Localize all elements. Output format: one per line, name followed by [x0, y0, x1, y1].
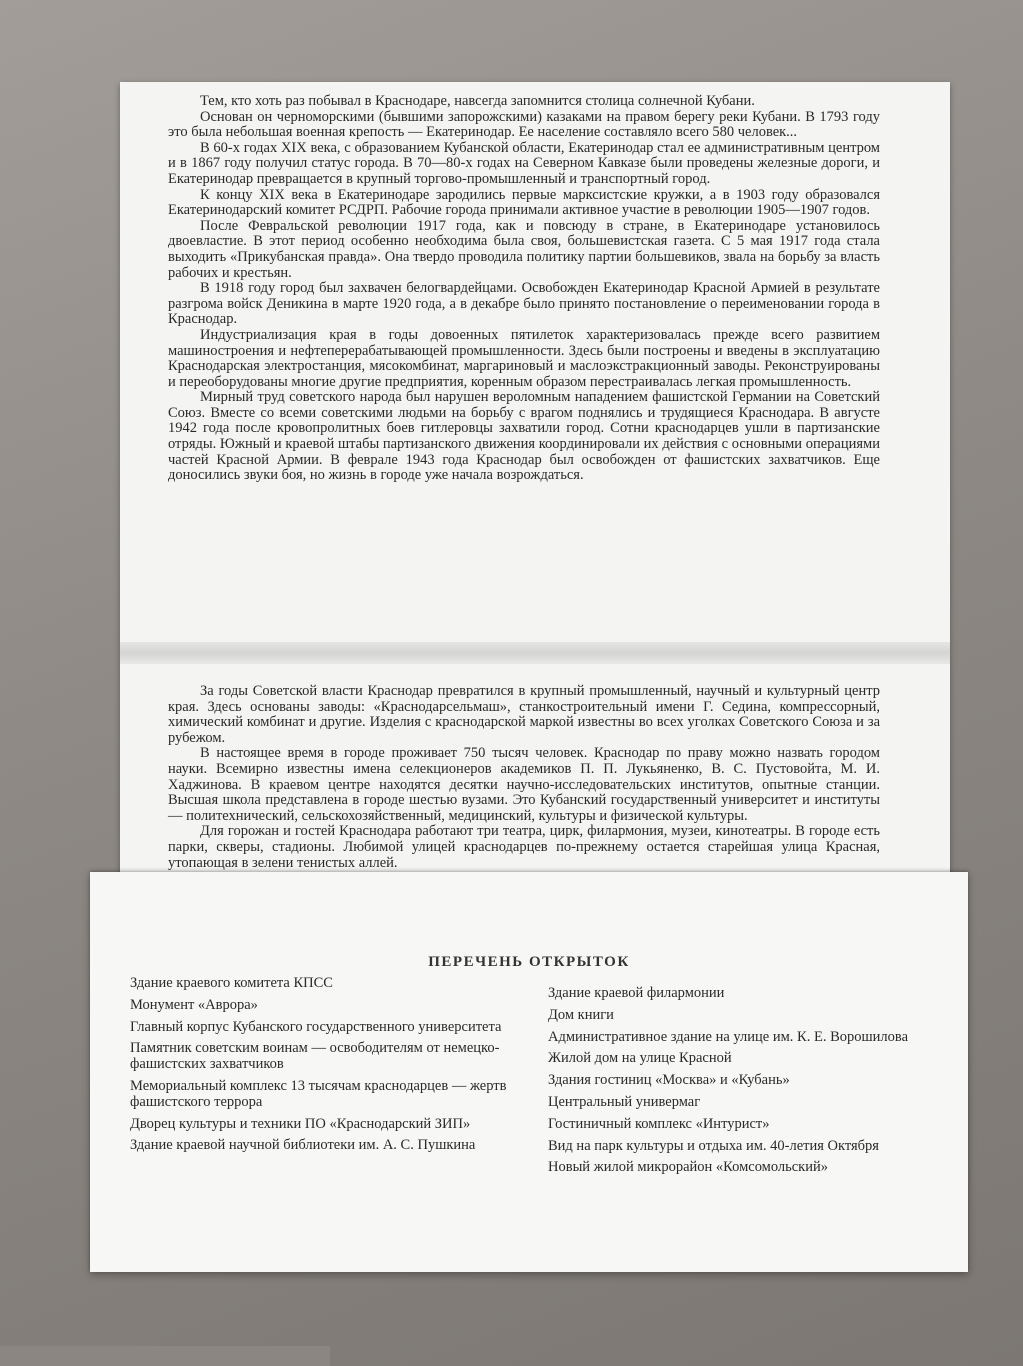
list-item: Здание краевого комитета КПСС	[130, 975, 333, 991]
history-text-bottom	[168, 684, 880, 871]
list-item: Монумент «Аврора»	[130, 996, 258, 1013]
list-item: Дворец культуры и техники ПО «Краснодарский ЗИП»	[130, 1115, 471, 1132]
list-item: Памятник советским воинам — освободителям от немецко-фашистских захватчиков	[130, 1040, 500, 1073]
paragraph: В настоящее время в городе проживает 750 тысяч человек. Краснодар по праву можно назвать городом науки. Всемирно известны имена селекционеров академиков П. П. Лукьяненко, В. С. Пустовойта, М. И. Хаджинова. В краевом центре находятся десятки научно-исследовательских институтов, опытные станции. Высшая школа представлена в городе шестью вузами. Это Кубанский государственный университет и институты — политехнический, сельскохозяйственный, медицинский, культуры и физической культуры.	[168, 745, 880, 824]
list-item: Гостиничный комплекс «Интурист»	[548, 1115, 770, 1132]
paragraph: В 1918 году город был захвачен белогвардейцами. Освобожден Екатеринодар Красной Армией в результате разгрома войск Деникина в марте 1920 года, а в декабре было принято постановление о переименовании города в Краснодар.	[168, 280, 880, 328]
list-item: Здания гостиниц «Москва» и «Кубань»	[548, 1072, 790, 1089]
paragraph: Индустриализация края в годы довоенных пятилеток характеризовалась прежде всего развитием машиностроения и нефтеперерабатывающей промышленности. Здесь были построены и введены в эксплуатацию Краснодарская электростанция, мясокомбинат, маргариновый и маслоэкстракционный заводы. Реконструированы и переоборудованы многие другие предприятия, коренным образом перестраивалась легкая промышленность.	[168, 326, 880, 390]
paragraph: К концу XIX века в Екатеринодаре зародились первые марксистские кружки, а в 1903 году образовался Екатеринодарский комитет РСДРП. Рабочие города принимали активное участие в революции 1905—1907 годов.	[168, 186, 880, 219]
photo-edge-bar	[0, 1346, 330, 1366]
list-item: Здание краевой научной библиотеки им. А. С. Пушкина	[130, 1137, 476, 1154]
list-right-column	[548, 986, 948, 1182]
list-item: Жилой дом на улице Красной	[548, 1050, 732, 1067]
list-item: Дом книги	[548, 1006, 614, 1023]
paragraph: За годы Советской власти Краснодар превратился в крупный промышленный, научный и культурный центр края. Здесь основаны заводы: «Краснодарсельмаш», станкостроительный имени Г. Седина, компрессорный, химический комбинат и другие. Изделия с краснодарской маркой известны во всех уголках Советского Союза и за рубежом.	[168, 683, 880, 746]
list-item: Центральный универмаг	[548, 1093, 701, 1110]
paragraph: Для горожан и гостей Краснодара работают три театра, цирк, филармония, музеи, кинотеатры. В городе есть парки, скверы, стадионы. Любимой улицей краснодарцев по-прежнему остается старейшая улица Красная, утопающая в зелени тенистых аллей.	[168, 823, 880, 871]
list-item: Административное здание на улице им. К. Е. Ворошилова	[548, 1028, 909, 1045]
history-text-top	[168, 94, 880, 484]
list-item: Мемориальный комплекс 13 тысячам краснодарцев — жертв фашистского террора	[130, 1077, 507, 1110]
list-item: Здание краевой филармонии	[548, 985, 725, 1001]
list-item: Новый жилой микрорайон «Комсомольский»	[548, 1159, 828, 1176]
booklet-fold	[120, 642, 950, 664]
paragraph: Мирный труд советского народа был нарушен вероломным нападением фашистской Германии на Советский Союз. Вместе со всеми советскими людьми на борьбу с врагом поднялись и трудящиеся Краснодара. В августе 1942 года после кровопролитных боев гитлеровцы захватили город. Сотни краснодарцев ушли в партизанские отряды. Южный и краевой штабы партизанского движения координировали их действия с основными операциями частей Красной Армии. В феврале 1943 года Краснодар был освобожден от фашистских захватчиков. Еще доносились звуки боя, но жизнь в городе уже начала возрождаться.	[168, 389, 880, 484]
list-left-column	[130, 976, 550, 1160]
paragraph: Тем, кто хоть раз побывал в Краснодаре, навсегда запомнится столица солнечной Кубани.	[200, 93, 755, 109]
list-item: Главный корпус Кубанского государственного университета	[130, 1018, 502, 1035]
paragraph: После Февральской революции 1917 года, как и повсюду в стране, в Екатеринодаре установилось двоевластие. В этот период особенно необходима была своя, большевистская газета. С 5 мая 1917 года стала выходить «Прикубанская правда». Она твердо проводила политику партии большевиков, звала на борьбу за власть рабочих и крестьян.	[168, 217, 880, 281]
list-title: ПЕРЕЧЕНЬ ОТКРЫТОК	[428, 954, 630, 970]
paragraph: В 60-х годах XIX века, с образованием Кубанской области, Екатеринодар стал ее административным центром и в 1867 году получил статус города. В 70—80-х годах на Северном Кавказе были проведены железные дороги, и Екатеринодар превращается в крупный торгово-промышленный и транспортный город.	[168, 139, 880, 187]
postcard-list-card	[90, 872, 968, 1272]
list-item: Вид на парк культуры и отдыха им. 40-летия Октября	[548, 1137, 879, 1154]
paragraph: Основан он черноморскими (бывшими запорожскими) казаками на правом берегу реки Кубани. В 1793 году это была небольшая военная крепость — Екатеринодар. Ее население составляло всего 580 человек...	[168, 108, 880, 141]
